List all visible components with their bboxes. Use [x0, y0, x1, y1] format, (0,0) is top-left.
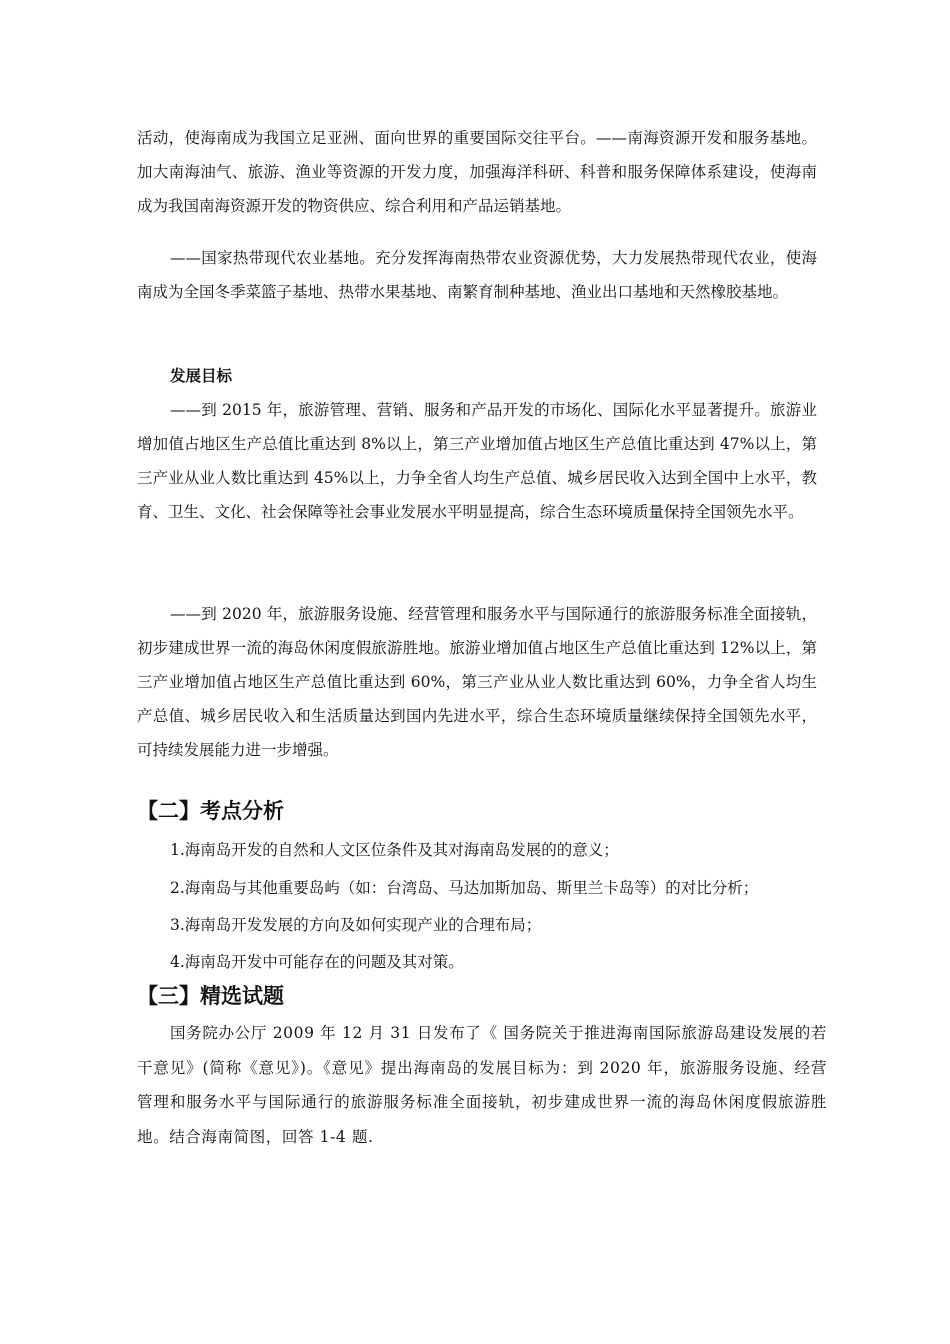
analysis-item-2: 2.海南岛与其他重要岛屿（如：台湾岛、马达加斯加岛、斯里兰卡岛等）的对比分析；	[170, 879, 759, 897]
questions-intro-paragraph: 国务院办公厅 2009 年 12 月 31 日发布了《 国务院关于推进海南国际旅游岛建设发展的若干意见》(简称《意见》)。《意见》提出海南岛的发展目标为：到 2020 年，旅游服务设施、经营管理和服务水平与国际通行的旅游服务标准全面接轨，初步建成世界一流的海岛休闲度假旅游胜地。结合海南简图，回答 1-4 题.	[137, 1024, 827, 1146]
intro-paragraph-2: ——国家热带现代农业基地。充分发挥海南热带农业资源优势，大力发展热带现代农业，使海南成为全国冬季菜篮子基地、热带水果基地、南繁育制种基地、渔业出口基地和天然橡胶基地。	[137, 249, 817, 301]
analysis-item-4: 4.海南岛开发中可能存在的问题及其对策。	[170, 953, 464, 971]
analysis-heading: 【二】考点分析	[137, 799, 284, 823]
intro-paragraph-1: 活动，使海南成为我国立足亚洲、面向世界的重要国际交往平台。——南海资源开发和服务基地。加大南海油气、旅游、渔业等资源的开发力度，加强海洋科研、科普和服务保障体系建设，使海南成为我国南海资源开发的物资供应、综合利用和产品运销基地。	[137, 129, 817, 215]
analysis-item-1: 1.海南岛开发的自然和人文区位条件及其对海南岛发展的的意义；	[170, 841, 619, 859]
goal-2020-paragraph: ——到 2020 年，旅游服务设施、经营管理和服务水平与国际通行的旅游服务标准全面接轨，初步建成世界一流的海岛休闲度假旅游胜地。旅游业增加值占地区生产总值比重达到 12%以上，第三产业增加值占地区生产总值比重达到 60%，第三产业从业人数比重达到 60%，力争全省人均生产总值、城乡居民收入和生活质量达到国内先进水平，综合生态环境质量继续保持全国领先水平，可持续发展能力进一步增强。	[137, 605, 817, 759]
goal-2015-paragraph: ——到 2015 年，旅游管理、营销、服务和产品开发的市场化、国际化水平显著提升。旅游业增加值占地区生产总值比重达到 8%以上，第三产业增加值占地区生产总值比重达到 47%以上，第三产业从业人数比重达到 45%以上，力争全省人均生产总值、城乡居民收入达到全国中上水平，教育、卫生、文化、社会保障等社会事业发展水平明显提高，综合生态环境质量保持全国领先水平。	[137, 401, 817, 521]
goals-heading: 发展目标	[170, 367, 233, 385]
questions-heading: 【三】精选试题	[137, 984, 284, 1008]
analysis-item-3: 3.海南岛开发发展的方向及如何实现产业的合理布局；	[170, 916, 542, 934]
